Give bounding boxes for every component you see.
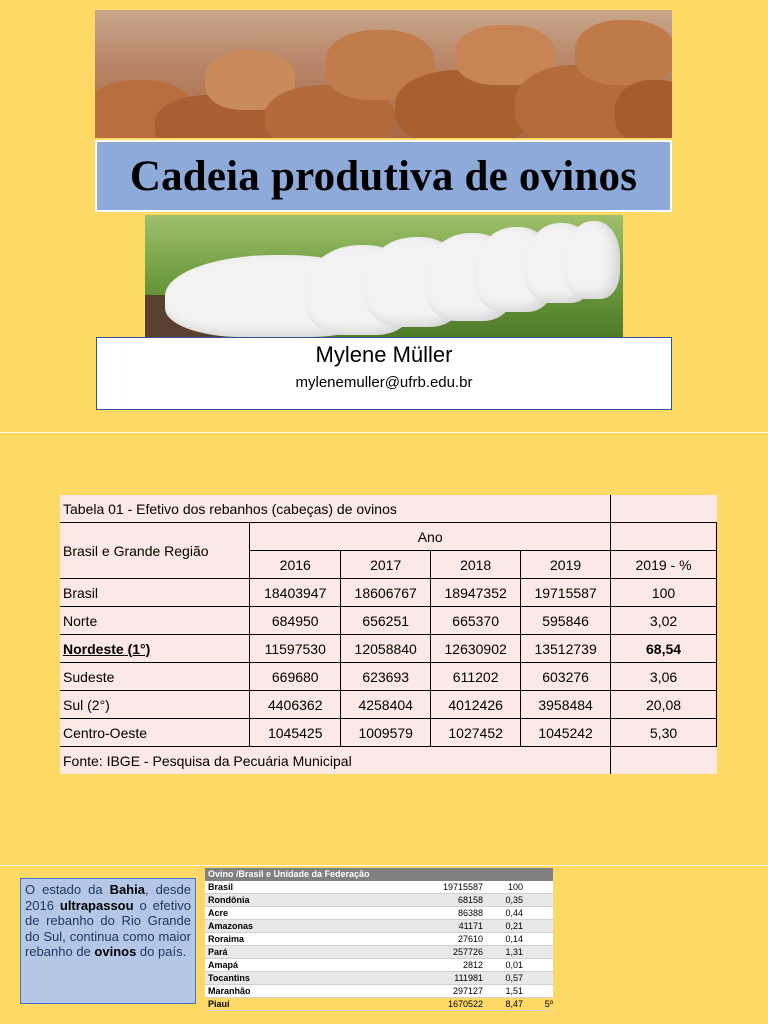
uf-name: Roraima (208, 934, 245, 944)
uf-pct: 100 (507, 882, 523, 892)
pct-cell: 20,08 (611, 691, 717, 719)
value-cell: 19715587 (521, 579, 611, 607)
uf-pct: 1,51 (505, 986, 523, 996)
uf-value: 1670522 (447, 999, 483, 1009)
table-row (60, 579, 717, 607)
value-cell: 4406362 (250, 691, 341, 719)
table-row (205, 920, 553, 933)
state-slide (0, 866, 768, 1024)
text-fragment: O estado da (25, 882, 110, 897)
pct-header: 2019 - % (611, 551, 717, 579)
table-row (205, 985, 553, 998)
value-cell: 669680 (250, 663, 341, 691)
uf-value: 86388 (457, 908, 483, 918)
uf-pct: 1,31 (505, 947, 523, 957)
value-cell: 665370 (431, 607, 521, 635)
uf-name: Amazonas (208, 921, 254, 931)
table-row (60, 719, 717, 747)
uf-value: 297127 (452, 986, 483, 996)
uf-value: 111981 (454, 973, 483, 983)
value-cell: 3958484 (521, 691, 611, 719)
table-row-highlight (205, 998, 553, 1011)
bahia-textbox (20, 878, 196, 1004)
text-fragment: o efetivo de rebanho do Rio Grande do Sul, continua como maior rebanho de (25, 897, 191, 959)
uf-name: Acre (208, 908, 229, 918)
value-cell: 595846 (521, 607, 611, 635)
uf-name: Brasil (208, 882, 234, 892)
region-cell: Sudeste (60, 663, 250, 691)
value-cell: 12058840 (341, 635, 431, 663)
year-header: 2016 (250, 551, 341, 579)
author-box (96, 337, 672, 410)
uf-rank (523, 933, 553, 945)
table-caption: Tabela 01 - Efetivo dos rebanhos (cabeças) de ovinos (63, 500, 397, 517)
uf-value: 41171 (458, 921, 483, 931)
region-cell: Centro-Oeste (60, 719, 250, 747)
uf-table-header: Ovino /Brasil e Unidade da Federação (205, 868, 553, 881)
uf-rank (523, 894, 553, 906)
pct-cell: 68,54 (611, 635, 717, 663)
year-header: 2018 (431, 551, 521, 579)
uf-name: Maranhão (208, 986, 251, 996)
value-cell: 12630902 (431, 635, 521, 663)
herd-table-wrapper (60, 495, 717, 774)
year-header: 2019 (521, 551, 611, 579)
table-slide (0, 433, 768, 865)
uf-value: 68158 (457, 895, 483, 905)
table-row (205, 946, 553, 959)
sheep-herd-photo (95, 10, 672, 138)
uf-pct: 0,57 (505, 973, 523, 983)
table-row (205, 907, 553, 920)
table-row (205, 972, 553, 985)
value-cell: 1045242 (521, 719, 611, 747)
table-row (60, 607, 717, 635)
pct-cell: 100 (611, 579, 717, 607)
empty-cell (611, 523, 717, 551)
uf-name: Amapá (208, 960, 239, 970)
uf-rank (523, 881, 553, 893)
uf-pct: 0,35 (505, 895, 523, 905)
year-header: 2017 (341, 551, 431, 579)
uf-pct: 0,21 (505, 921, 523, 931)
table-row (205, 959, 553, 972)
uf-rank: 5º (544, 999, 553, 1009)
table-row (205, 881, 553, 894)
table-source: Fonte: IBGE - Pesquisa da Pecuária Municipal (63, 752, 352, 769)
value-cell: 656251 (341, 607, 431, 635)
empty-cell (611, 747, 717, 775)
region-cell: Norte (60, 607, 250, 635)
value-cell: 623693 (341, 663, 431, 691)
region-header: Brasil e Grande Região (60, 523, 250, 579)
uf-value: 2812 (462, 960, 483, 970)
title-slide (0, 0, 768, 432)
table-row (205, 894, 553, 907)
uf-pct: 8,47 (505, 999, 523, 1009)
herd-table (60, 495, 717, 774)
uf-name: Pará (208, 947, 228, 957)
region-cell: Sul (2°) (60, 691, 250, 719)
text-bold-bahia: Bahia (109, 882, 145, 897)
uf-value: 257726 (452, 947, 483, 957)
region-cell: Brasil (60, 579, 250, 607)
table-row (60, 663, 717, 691)
uf-rank (523, 972, 553, 984)
text-bold-ovinos: ovinos (94, 944, 137, 959)
author-name: Mylene Müller (315, 342, 453, 367)
uf-table (205, 868, 553, 1011)
year-group-header: Ano (250, 523, 611, 551)
value-cell: 18403947 (250, 579, 341, 607)
pct-cell: 5,30 (611, 719, 717, 747)
uf-name: Piauí (208, 999, 230, 1009)
uf-rank (523, 920, 553, 932)
region-cell: Nordeste (1°) (60, 635, 250, 663)
uf-rank (523, 959, 553, 971)
value-cell: 4258404 (341, 691, 431, 719)
author-email: mylenemuller@ufrb.edu.br (295, 374, 473, 391)
table-row (205, 933, 553, 946)
empty-cell (611, 495, 717, 523)
uf-rank (523, 985, 553, 997)
pct-cell: 3,02 (611, 607, 717, 635)
pct-cell: 3,06 (611, 663, 717, 691)
uf-name: Tocantins (208, 973, 250, 983)
text-fragment: , desde 2016 (25, 882, 191, 913)
value-cell: 1045425 (250, 719, 341, 747)
uf-rank (523, 946, 553, 958)
value-cell: 18947352 (431, 579, 521, 607)
white-sheep-feeding-photo (145, 215, 623, 337)
value-cell: 13512739 (521, 635, 611, 663)
value-cell: 4012426 (431, 691, 521, 719)
text-fragment: do país. (136, 944, 187, 959)
table-row (60, 691, 717, 719)
value-cell: 1009579 (341, 719, 431, 747)
table-row (60, 635, 717, 663)
value-cell: 1027452 (431, 719, 521, 747)
value-cell: 11597530 (250, 635, 341, 663)
value-cell: 603276 (521, 663, 611, 691)
title-bar (95, 140, 672, 212)
uf-value: 27610 (457, 934, 483, 944)
text-bold-ultrapassou: ultrapassou (59, 897, 134, 913)
value-cell: 684950 (250, 607, 341, 635)
uf-pct: 0,44 (505, 908, 523, 918)
value-cell: 18606767 (341, 579, 431, 607)
uf-rank (523, 907, 553, 919)
uf-pct: 0,14 (505, 934, 523, 944)
uf-pct: 0,01 (505, 960, 523, 970)
value-cell: 611202 (431, 663, 521, 691)
uf-value: 19715587 (442, 882, 483, 892)
uf-name: Rondônia (208, 895, 250, 905)
slide-title: Cadeia produtiva de ovinos (129, 152, 638, 200)
